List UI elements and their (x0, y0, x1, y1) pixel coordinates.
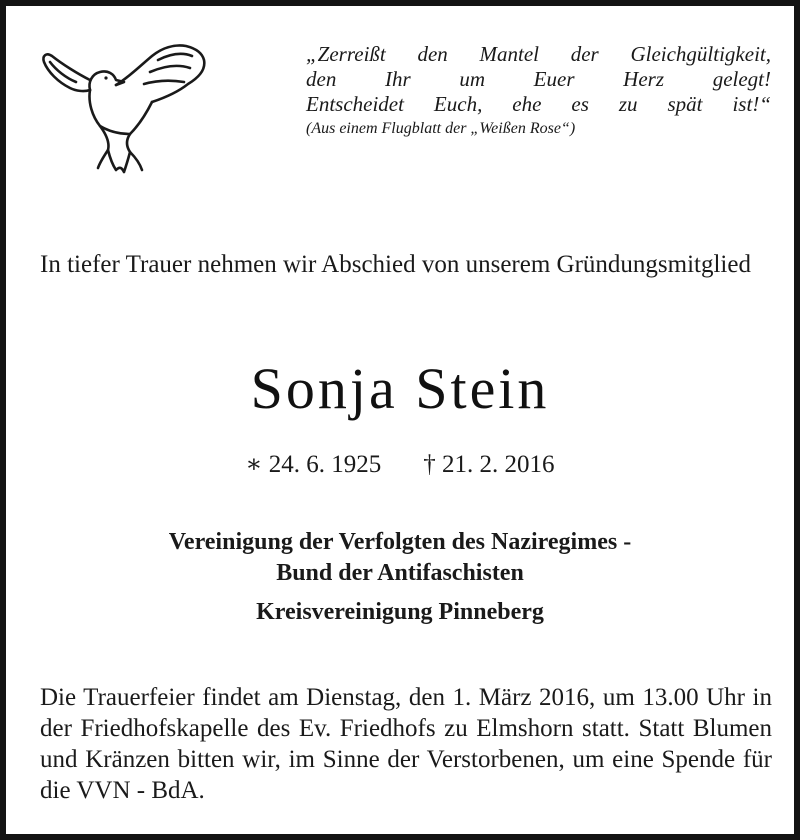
organization-name-line: Bund der Antifaschisten (276, 560, 524, 586)
deceased-name: Sonja Stein (250, 356, 550, 421)
quote-line: den Ihr um Euer Herz gelegt! (306, 67, 771, 91)
organization-name-line: Vereinigung der Verfolgten des Naziregimes - (168, 529, 632, 555)
quote-line: „Zerreißt den Mantel der Gleichgültigkeit, (306, 42, 771, 66)
funeral-notice: Die Trauerfeier findet am Dienstag, den 1. März 2016, um 13.00 Uhr in der Friedhofskapelle des Ev. Friedhofs zu Elmshorn statt. Statt Blumen und Kränzen bitten wir, im Sinne der Verstorbenen, um eine Spende für die VVN - BdA. (40, 684, 772, 804)
life-dates (6, 450, 794, 480)
organization-block (6, 527, 794, 628)
intro-text: In tiefer Trauer nehmen wir Abschied von unserem Gründungsmitglied (40, 251, 751, 278)
quote-line: Entscheidet Euch, ehe es zu spät ist!“ (306, 92, 771, 116)
death-date: † 21. 2. 2016 (423, 451, 555, 478)
dove-icon (40, 42, 208, 176)
quote-block (306, 42, 771, 140)
birth-date: ∗ 24. 6. 1925 (245, 451, 382, 478)
quote-source: (Aus einem Flugblatt der „Weißen Rose“) (306, 120, 576, 137)
organization-branch: Kreisvereinigung Pinneberg (256, 599, 544, 625)
